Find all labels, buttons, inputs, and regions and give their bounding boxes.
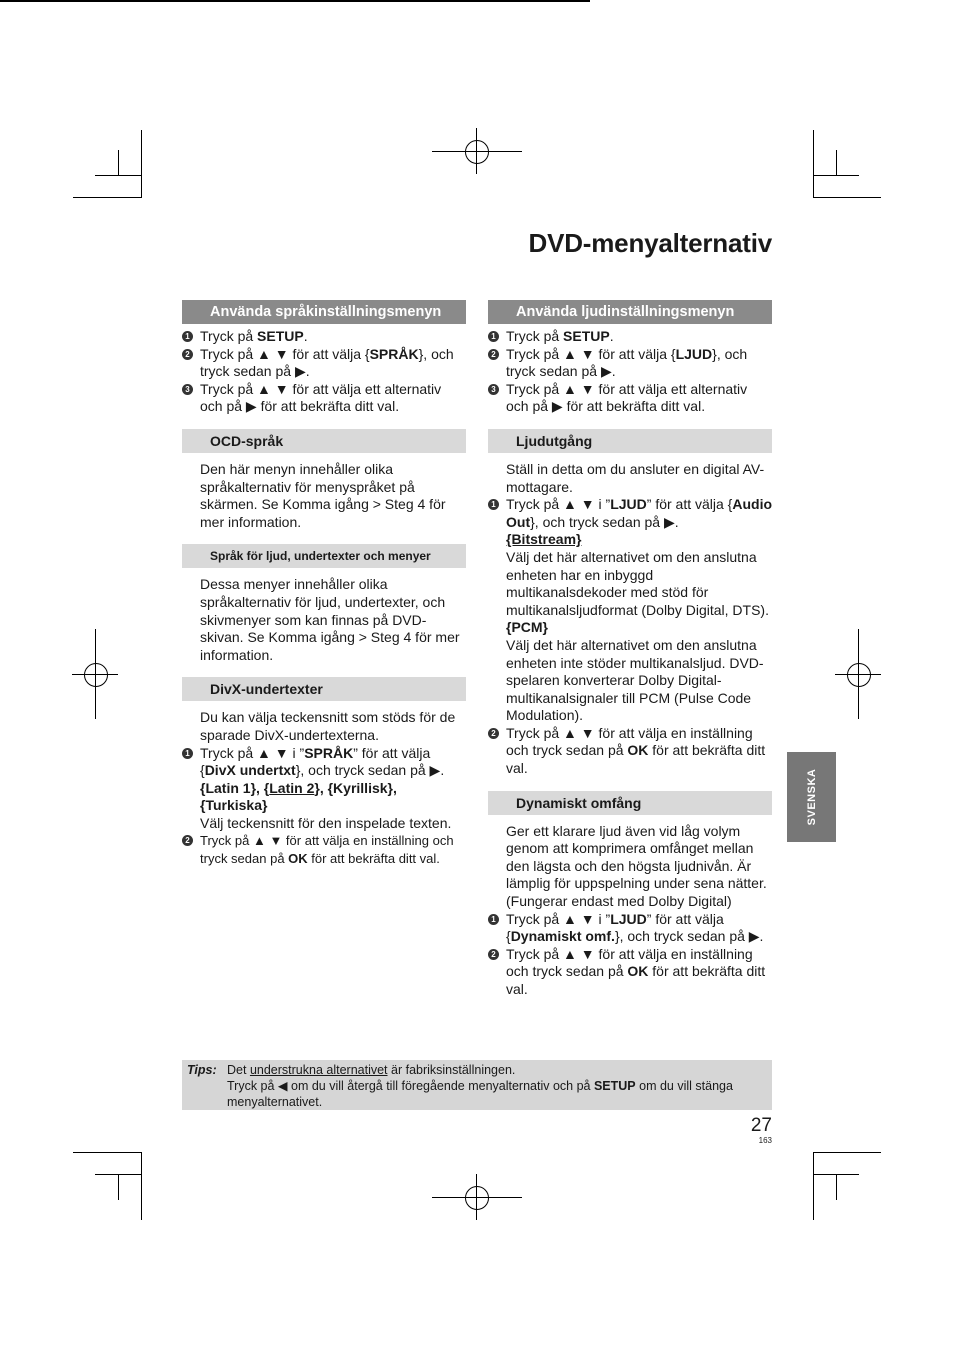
tips-text [227,1062,767,1110]
ocd-description: Den här menyn innehåller olika språkalternativ för menyspråket på skärmen. Se Komma igång > Steg 4 för mer information. [200,460,446,530]
option-default: {Bitstream} [506,531,582,548]
step-number-icon: 1 [488,331,499,342]
step-text: Tryck på ▲ ▼ för att välja ett alternativ och på ▶ för att bekräfta ditt val. [506,380,748,415]
step-number-icon: 1 [182,331,193,342]
right-column [488,300,772,999]
step-bold: SPRÅK [369,345,419,362]
step-text: Tryck på ▲ ▼ för att välja en inställning och tryck sedan på [506,724,753,759]
audio-out-intro: Ställ in detta om du ansluter en digital AV-mottagare. [506,460,765,495]
step-bold: LJUD [675,345,713,362]
step-bold: SETUP [257,328,304,344]
step-number-icon: 3 [182,384,193,395]
option-text: }, {Kyrillisk}, [314,779,397,796]
step-text: ” för att välja { [200,744,431,779]
left-column [182,300,466,868]
step-text: för att bekräfta ditt val. [506,742,766,777]
list-item [488,346,772,381]
option-description: Välj teckensnitt för den inspelade texten. [200,814,452,831]
step-bold: SETUP [563,328,610,344]
step-text: . [303,328,308,344]
list-item [182,346,466,381]
step-text: Tryck på ▲ ▼ för att välja ett alternativ och på ▶ för att bekräfta ditt val. [200,380,442,415]
subsection-header-dynamic-range: Dynamiskt omfång [488,791,772,815]
list-item [488,381,772,416]
step-bold: LJUD [610,910,647,927]
divx-options [200,780,466,815]
list-item [182,328,466,346]
step-text: Tryck på ▲ ▼ för att välja { [506,345,676,362]
option-bitstream [506,531,772,549]
page-sub-number: 163 [758,1136,772,1145]
step-number-icon: 1 [182,748,193,759]
step-number-icon: 2 [182,349,193,360]
step-text: }, och tryck sedan på ▶. [295,762,445,779]
list-item [182,381,466,416]
list-item [182,745,466,833]
page-title: DVD-menyalternativ [528,228,772,258]
step-text: Tryck på [506,328,564,344]
step-text: }, och tryck sedan på ▶. [614,928,764,945]
step-bold: OK [288,851,308,867]
step-text: ” för att välja { [506,910,724,945]
list-item [488,725,772,778]
option-text: {PCM} [506,619,549,636]
subsection-header-languages: Språk för ljud, undertexter och menyer [182,544,466,568]
tips-underlined: understrukna alternativet [249,1063,388,1077]
languages-description: Dessa menyer innehåller olika språkalternativ för ljud, undertexter, och skivmenyer som kan finnas på DVD-skivan. Se Komma igång > Steg 4 för mer information. [200,576,460,663]
step-text: }, och tryck sedan på ▶. [530,513,679,530]
option-pcm [506,619,772,637]
step-bold: OK [627,742,649,759]
section-header-audio: Använda ljudinställningsmenyn [488,300,772,324]
step-text: Tryck på ▲ ▼ för att välja en inställning och tryck sedan på [506,945,753,980]
title-divider [0,0,590,2]
step-text: }, och tryck sedan på ▶. [506,345,748,380]
subsection-header-audio-out: Ljudutgång [488,429,772,453]
step-text: Tryck på ▲ ▼ i ” [506,496,611,513]
option-description: Välj det här alternativet om den anslutna enheten har en inbyggd multikanalsdekoder med stöd för multikanalsljudformat (Dolby Digital, DTS). [506,548,769,618]
list-item [488,911,772,946]
step-text: för att bekräfta ditt val. [506,963,766,997]
option-default: Latin 2 [269,779,315,796]
step-text: Tryck på ▲ ▼ i ” [200,744,305,761]
list-item [488,496,772,725]
step-text: Tryck på ▲ ▼ i ” [506,910,611,927]
step-text: Tryck på [200,328,258,344]
tips-line: är fabriksinställningen. [387,1063,516,1077]
tips-line: Det [227,1063,250,1077]
tips-label: Tips: [187,1063,217,1077]
step-number-icon: 2 [488,349,499,360]
section-header-language: Använda språkinställningsmenyn [182,300,466,324]
step-text: Tryck på ▲ ▼ för att välja en inställning och tryck sedan på [200,833,454,867]
step-text: Tryck på ▲ ▼ för att välja { [200,345,370,362]
option-description: Välj det här alternativet om den anslutna enheten inte stöder multikanalsljud. DVD-spelaren konverterar Dolby Digital-multikanalsignaler till PCM (Pulse Code Modulation). [506,636,764,724]
subsection-header-divx: DivX-undertexter [182,677,466,701]
step-number-icon: 1 [488,499,499,510]
side-tab-label: SVENSKA [805,768,818,826]
tips-line: om du vill stänga menyalternativet. [227,1079,733,1109]
step-text: ” för att välja { [646,496,733,513]
divx-intro: Du kan välja teckensnitt som stöds för de sparade DivX-undertexterna. [200,709,456,743]
tips-box [182,1060,772,1110]
step-text: . [609,328,614,344]
step-number-icon: 1 [488,914,499,925]
step-number-icon: 2 [488,949,499,960]
option-text: {Turkiska} [200,797,268,814]
tips-bold: SETUP [593,1079,636,1093]
step-number-icon: 2 [182,835,193,846]
step-number-icon: 2 [488,728,499,739]
list-item [488,946,772,999]
step-text: för att bekräfta ditt val. [307,851,440,867]
step-bold: Audio Out [506,496,773,530]
tips-line: Tryck på ◀ om du vill återgå till föregående menyalternativ och på [227,1079,594,1093]
step-bold: OK [627,963,649,980]
dynamic-range-intro: Ger ett klarare ljud även vid låg volym genom att komprimera omfånget mellan den lägsta och den högsta ljudnivån. Är lämplig för uppspelning under sena nätter. (Fungerar endast med Dolby Digital) [506,822,767,910]
step-bold: LJUD [610,496,647,513]
list-item [488,328,772,346]
step-bold: DivX undertxt [204,762,296,779]
language-side-tab [787,752,836,842]
page-number: 27 [750,1115,772,1136]
list-item [182,832,466,867]
step-bold: Dynamiskt omf. [510,928,615,945]
subsection-header-ocd: OCD-språk [182,429,466,453]
step-number-icon: 3 [488,384,499,395]
option-text: {Latin 1}, { [200,779,270,796]
step-bold: SPRÅK [304,744,354,761]
step-text: }, och tryck sedan på ▶. [200,345,454,380]
